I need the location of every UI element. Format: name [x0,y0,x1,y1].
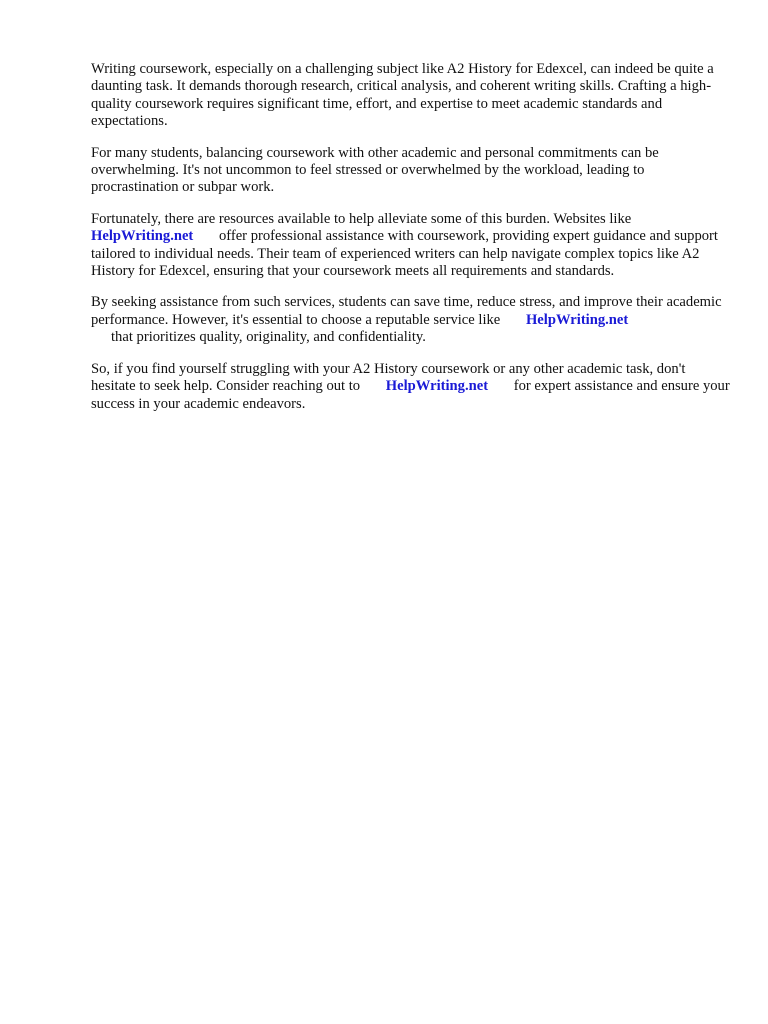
document-body [91,61,731,427]
helpwriting-link-2[interactable]: HelpWriting.net [525,311,629,328]
paragraph-seeking-text-before: By seeking assistance from such services, students can save time, reduce stress, and improve their academic performance. However, it's essential to choose a reputable service like [91,294,722,328]
paragraph-conclusion-text-before: So, if you find yourself struggling with your A2 History coursework or any other academic task, don't hesitate to seek help. Consider reaching out to [91,360,686,395]
paragraph-conclusion [91,361,731,413]
paragraph-resources [91,211,731,281]
paragraph-conclusion-text-after: for expert assistance and ensure your success in your academic endeavors. [91,378,730,412]
paragraph-seeking-assistance [91,294,731,346]
paragraph-seeking-text-after: that prioritizes quality, originality, and confidentiality. [111,329,426,346]
helpwriting-link-1[interactable]: HelpWriting.net [91,228,194,245]
paragraph-challenges: For many students, balancing coursework with other academic and personal commitments can be overwhelming. It's not uncommon to feel stressed or overwhelmed by the workload, leading to procrastination or subpar work. [91,144,659,196]
helpwriting-link-3[interactable]: HelpWriting.net [385,378,489,395]
paragraph-intro: Writing coursework, especially on a challenging subject like A2 History for Edexcel, can indeed be quite a daunting task. It demands thorough research, critical analysis, and coherent writing skills. Crafting a high-quality coursework requires significant time, effort, and expertise to meet academic standards and expectations. [91,61,714,130]
paragraph-resources-text-before: Fortunately, there are resources available to help alleviate some of this burden. Websites like [91,210,632,227]
paragraph-resources-text-after: offer professional assistance with coursework, providing expert guidance and support tailored to individual needs. Their team of experienced writers can help navigate complex topics like A2 History for Edexcel, ensuring that your coursework meets all requirements and standards. [91,228,718,280]
